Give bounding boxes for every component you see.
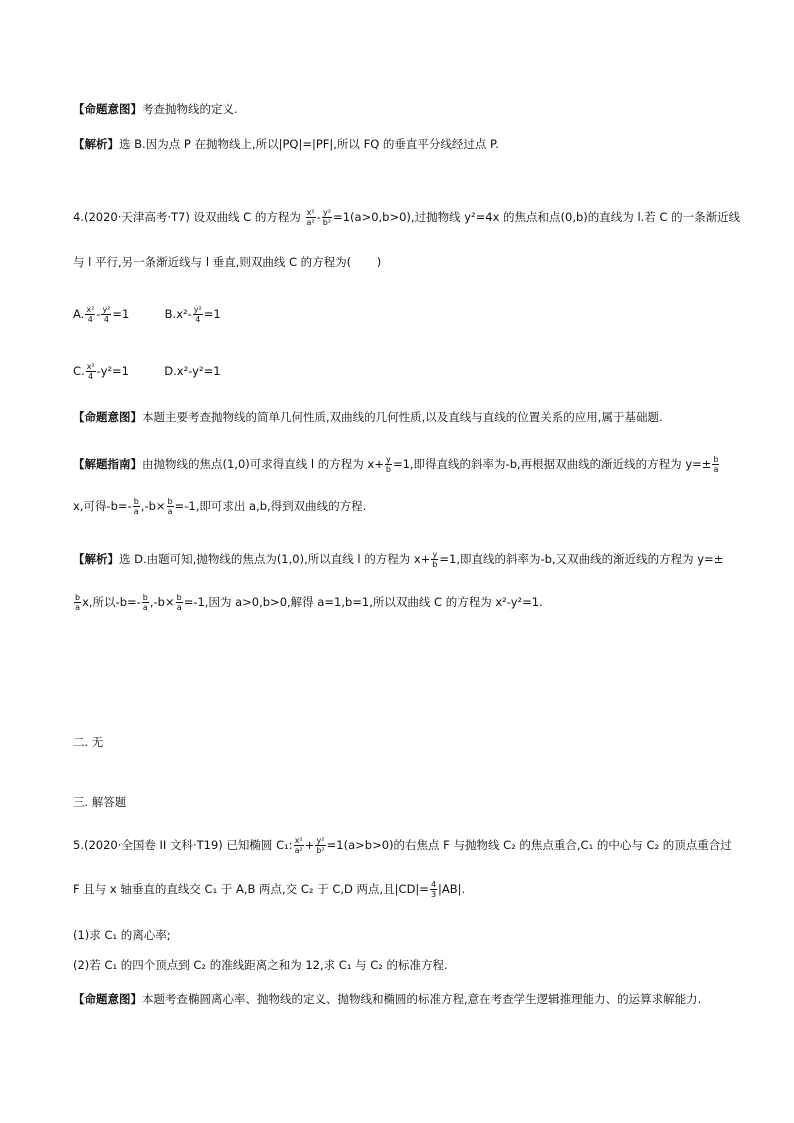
fraction-y2-4-b: [193, 305, 203, 324]
frac-num: y²: [193, 305, 202, 314]
fraction-4-3: [430, 880, 437, 899]
q4-guide-c: x,可得-b=-: [73, 499, 132, 513]
frac-den: 4: [195, 315, 201, 324]
fraction-x2-a2: [306, 208, 316, 227]
q5-intent-text: 本题考查椭圆离心率、抛物线的定义、抛物线和椭圆的标准方程,意在考查学生逻辑推理能力、的运算求解能力.: [142, 992, 702, 1006]
q5-part1: (1)求 C₁ 的离心率;: [73, 928, 171, 942]
frac-num: b: [713, 455, 719, 464]
q4-analysis-d: ,-b×: [149, 595, 175, 609]
q4-intent-label: 【命题意图】: [73, 410, 142, 424]
q4-options-ab: A. $\frac{\text{x²}}{4}$ - $\frac{\text{y²}}{4}$ =1 B.x²- $\frac{\text{y²}}{4}$ =1: [73, 305, 221, 324]
analysis-text: 选 B.因为点 P 在抛物线上,所以|PQ|=|PF|,所以 FQ 的垂直平分线经过点 P.: [119, 137, 499, 151]
frac-den: 4: [87, 315, 93, 324]
fraction-b-a: [712, 455, 719, 474]
fraction-b-a-5: [142, 593, 149, 612]
option-b-label: B.x²-: [164, 307, 192, 321]
q4-guide-label: 【解题指南】: [73, 457, 142, 471]
frac-num: 4: [430, 880, 437, 889]
frac-num: x²: [86, 305, 95, 314]
frac-den: a: [713, 465, 719, 474]
intent-text: 考查抛物线的定义.: [142, 102, 238, 116]
frac-num: x²: [294, 836, 303, 845]
option-a-tail: =1: [112, 307, 130, 321]
q4-analysis-line1: [73, 550, 723, 569]
frac-num: b: [167, 497, 173, 506]
frac-den: a: [133, 507, 139, 516]
frac-num: y: [386, 455, 391, 464]
intent-label: 【命题意图】: [73, 102, 142, 116]
frac-num: y: [432, 550, 438, 559]
q4-guide-d: ,-b×: [140, 499, 166, 513]
section-three-heading: 三. 解答题: [73, 795, 127, 809]
frac-den: a: [142, 603, 148, 612]
q5-intent-line: [73, 992, 701, 1006]
frac-num: b: [75, 593, 81, 602]
section-two-heading: 二. 无: [73, 735, 104, 749]
fraction-x2-a2-q5: [294, 836, 304, 855]
q4-stem-a: 4.(2020·天津高考·T7) 设双曲线 C 的方程为: [73, 210, 301, 224]
frac-den: a²: [306, 218, 315, 227]
q4-options-cd: [73, 362, 221, 381]
fraction-b-a-4: [74, 593, 81, 612]
q4-intent-line: [73, 410, 663, 424]
frac-den: a: [167, 507, 173, 516]
fraction-y2-4: [101, 305, 111, 324]
fraction-y2-b2-q5: [315, 836, 325, 855]
option-d: D.x²-y²=1: [164, 364, 221, 378]
q4-stem-b: =1(a>0,b>0),过抛物线 y²=4x 的焦点和点(0,b)的直线为 l.若 C 的一条渐近线: [333, 210, 741, 224]
frac-den: 4: [103, 315, 109, 324]
q4-guide-e: =-1,即可求出 a,b,得到双曲线的方程.: [174, 499, 367, 513]
q4-stem-c: 与 l 平行,另一条渐近线与 l 垂直,则双曲线 C 的方程为( ): [73, 255, 382, 269]
q4-guide-line2: [73, 497, 366, 516]
fraction-y-b: [385, 455, 392, 474]
option-b-tail: =1: [203, 307, 221, 321]
frac-num: b: [176, 593, 182, 602]
fraction-b-a-2: [133, 497, 140, 516]
frac-num: x²: [86, 362, 95, 371]
frac-den: b: [432, 560, 438, 569]
q5-stem-line1: 5.(2020·全国卷 II 文科·T19) 已知椭圆 C₁: $\frac{\text{x²}}{\text{a²}}$ + $\frac{\text{y²}}{\text{b²}}$ =1(a>b>0)的右焦点 F 与抛物线 C₂ 的焦点重合,C₁ 的中心与 C₂ 的顶点重合过: [73, 836, 732, 855]
frac-den: b: [385, 465, 391, 474]
fraction-b-a-3: [167, 497, 174, 516]
fraction-x2-4: [85, 305, 95, 324]
fraction-x2-4-c: [86, 362, 96, 381]
q4-analysis-e: =-1,因为 a>0,b>0,解得 a=1,b=1,所以双曲线 C 的方程为 x²-y²=1.: [183, 595, 543, 609]
intent-line-prev: [73, 102, 238, 116]
frac-num: y²: [316, 836, 325, 845]
q4-guide-b: =1,即得直线的斜率为-b,再根据双曲线的渐近线的方程为 y=±: [392, 457, 712, 471]
q5-stem-c: F 且与 x 轴垂直的直线交 C₁ 于 A,B 两点,交 C₂ 于 C,D 两点,且|CD|=: [73, 882, 429, 896]
fraction-y-b-2: [431, 550, 438, 569]
q4-analysis-a: 选 D.由题可知,抛物线的焦点为(1,0),所以直线 l 的方程为 x+: [119, 552, 431, 566]
q5-part2: (2)若 C₁ 的四个顶点到 C₂ 的准线距离之和为 12,求 C₁ 与 C₂ 的标准方程.: [73, 958, 448, 972]
frac-den: a²: [294, 846, 303, 855]
q4-guide-line1: [73, 455, 720, 474]
q4-analysis-c: x,所以-b=-: [82, 595, 141, 609]
frac-den: b²: [322, 218, 332, 227]
q4-stem-line1: 4.(2020·天津高考·T7) 设双曲线 C 的方程为 $\frac{\text{x²}}{\text{a²}}$ - $\frac{\text{y²}}{\text{b²}}$ =1(a>0,b>0),过抛物线 y²=4x 的焦点和点(0,b)的直线为 l.若 C 的一条渐近线: [73, 208, 741, 227]
q4-guide-a: 由抛物线的焦点(1,0)可求得直线 l 的方程为 x+: [142, 457, 384, 471]
frac-num: y²: [102, 305, 111, 314]
q5-intent-label: 【命题意图】: [73, 992, 142, 1006]
q5-stem-a: 5.(2020·全国卷 II 文科·T19) 已知椭圆 C₁:: [73, 838, 293, 852]
frac-den: a: [75, 603, 80, 612]
q4-analysis-label: 【解析】: [73, 552, 119, 566]
analysis-line-prev: [73, 137, 499, 151]
option-c-label: C.: [73, 364, 85, 378]
q5-stem-line2: [73, 880, 465, 899]
option-a-label: A.: [73, 307, 85, 321]
q4-intent-text: 本题主要考查抛物线的简单几何性质,双曲线的几何性质,以及直线与直线的位置关系的应用,属于基础题.: [142, 410, 663, 424]
frac-den: a: [176, 603, 182, 612]
frac-den: b²: [316, 846, 325, 855]
frac-num: y²: [322, 208, 331, 217]
fraction-y2-b2: [322, 208, 332, 227]
frac-num: x²: [306, 208, 315, 217]
fraction-b-a-6: [176, 593, 183, 612]
frac-num: b: [142, 593, 148, 602]
option-c-tail: -y²=1: [96, 364, 129, 378]
frac-den: 3: [430, 890, 437, 899]
q5-stem-b: =1(a>b>0)的右焦点 F 与抛物线 C₂ 的焦点重合,C₁ 的中心与 C₂ 的顶点重合过: [326, 838, 732, 852]
analysis-label: 【解析】: [73, 137, 119, 151]
q4-analysis-line2: [73, 593, 543, 612]
q4-analysis-b: =1,即直线的斜率为-b,又双曲线的渐近线的方程为 y=±: [439, 552, 724, 566]
q4-stem-line2: [73, 255, 381, 269]
frac-den: 4: [88, 372, 94, 381]
q5-stem-d: |AB|.: [438, 882, 466, 896]
frac-num: b: [133, 497, 139, 506]
